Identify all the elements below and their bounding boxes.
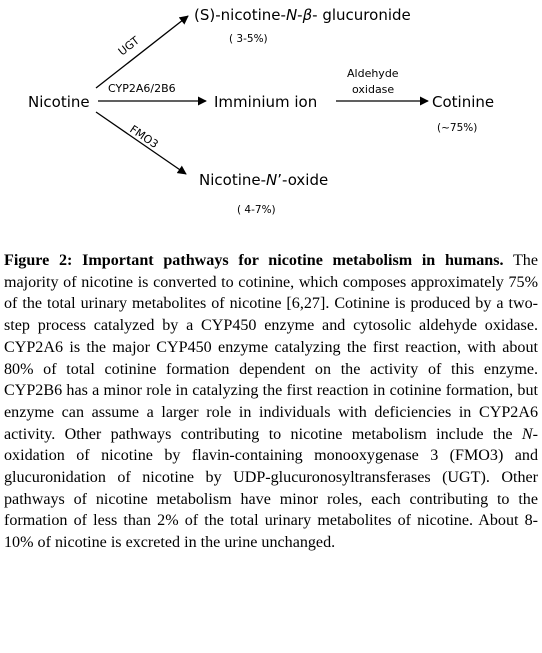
- label-oxidase: oxidase: [352, 83, 395, 96]
- node-nicotine: Nicotine: [28, 93, 90, 111]
- label-ugt: UGT: [115, 34, 142, 59]
- label-aldehyde: Aldehyde: [347, 67, 399, 80]
- node-nicotine-glucuronide: (S)-nicotine-N-β- glucuronide: [194, 6, 411, 24]
- figure-caption: [4, 250, 538, 554]
- pct-oxide: ( 4-7%): [237, 204, 276, 216]
- arrow-ugt: [96, 16, 188, 88]
- node-cotinine: Cotinine: [432, 93, 495, 111]
- nicotine-metabolism-diagram: [0, 0, 542, 235]
- node-imminium-ion: Imminium ion: [214, 93, 318, 111]
- arrow-fmo3: [96, 112, 186, 174]
- caption-text-part2: -oxidation of nicotine by flavin-containing monooxygenase 3 (FMO3) and glucuronidation of nicotine by UDP-glucuronosyltransferases (UGT). Other pathways of nicotine metabolism have minor roles, each contributing to the formation of less than 2% of the total urinary metabolites of nicotine. About 8-10% of nicotine is excreted in the urine unchanged.: [4, 425, 538, 552]
- caption-text-part1: The majority of nicotine is converted to cotinine, which composes approximately 75% of the total urinary metabolites of nicotine [6,27]. Cotinine is produced by a two-step process catalyzed by a CYP450 enzyme and cytosolic aldehyde oxidase. CYP2A6 is the major CYP450 enzyme catalyzing the first reaction, with about 80% of total cotinine formation dependent on the activity of this enzyme. CYP2B6 has a minor role in catalyzing the first reaction in cotinine formation, but enzyme can assume a larger role in individuals with deficiencies in CYP2A6 activity. Other pathways contributing to nicotine metabolism include the: [4, 252, 538, 443]
- figure-title: Figure 2: Important pathways for nicotine metabolism in humans.: [4, 252, 504, 269]
- node-nicotine-n-oxide: Nicotine-N’-oxide: [199, 171, 329, 189]
- label-fmo3: FMO3: [127, 122, 161, 152]
- label-cyp2a6-2b6: CYP2A6/2B6: [108, 82, 176, 95]
- caption-italic-n: N: [521, 425, 533, 443]
- pct-cotinine: (~75%): [437, 122, 478, 134]
- pct-glucuronide: ( 3-5%): [229, 33, 268, 45]
